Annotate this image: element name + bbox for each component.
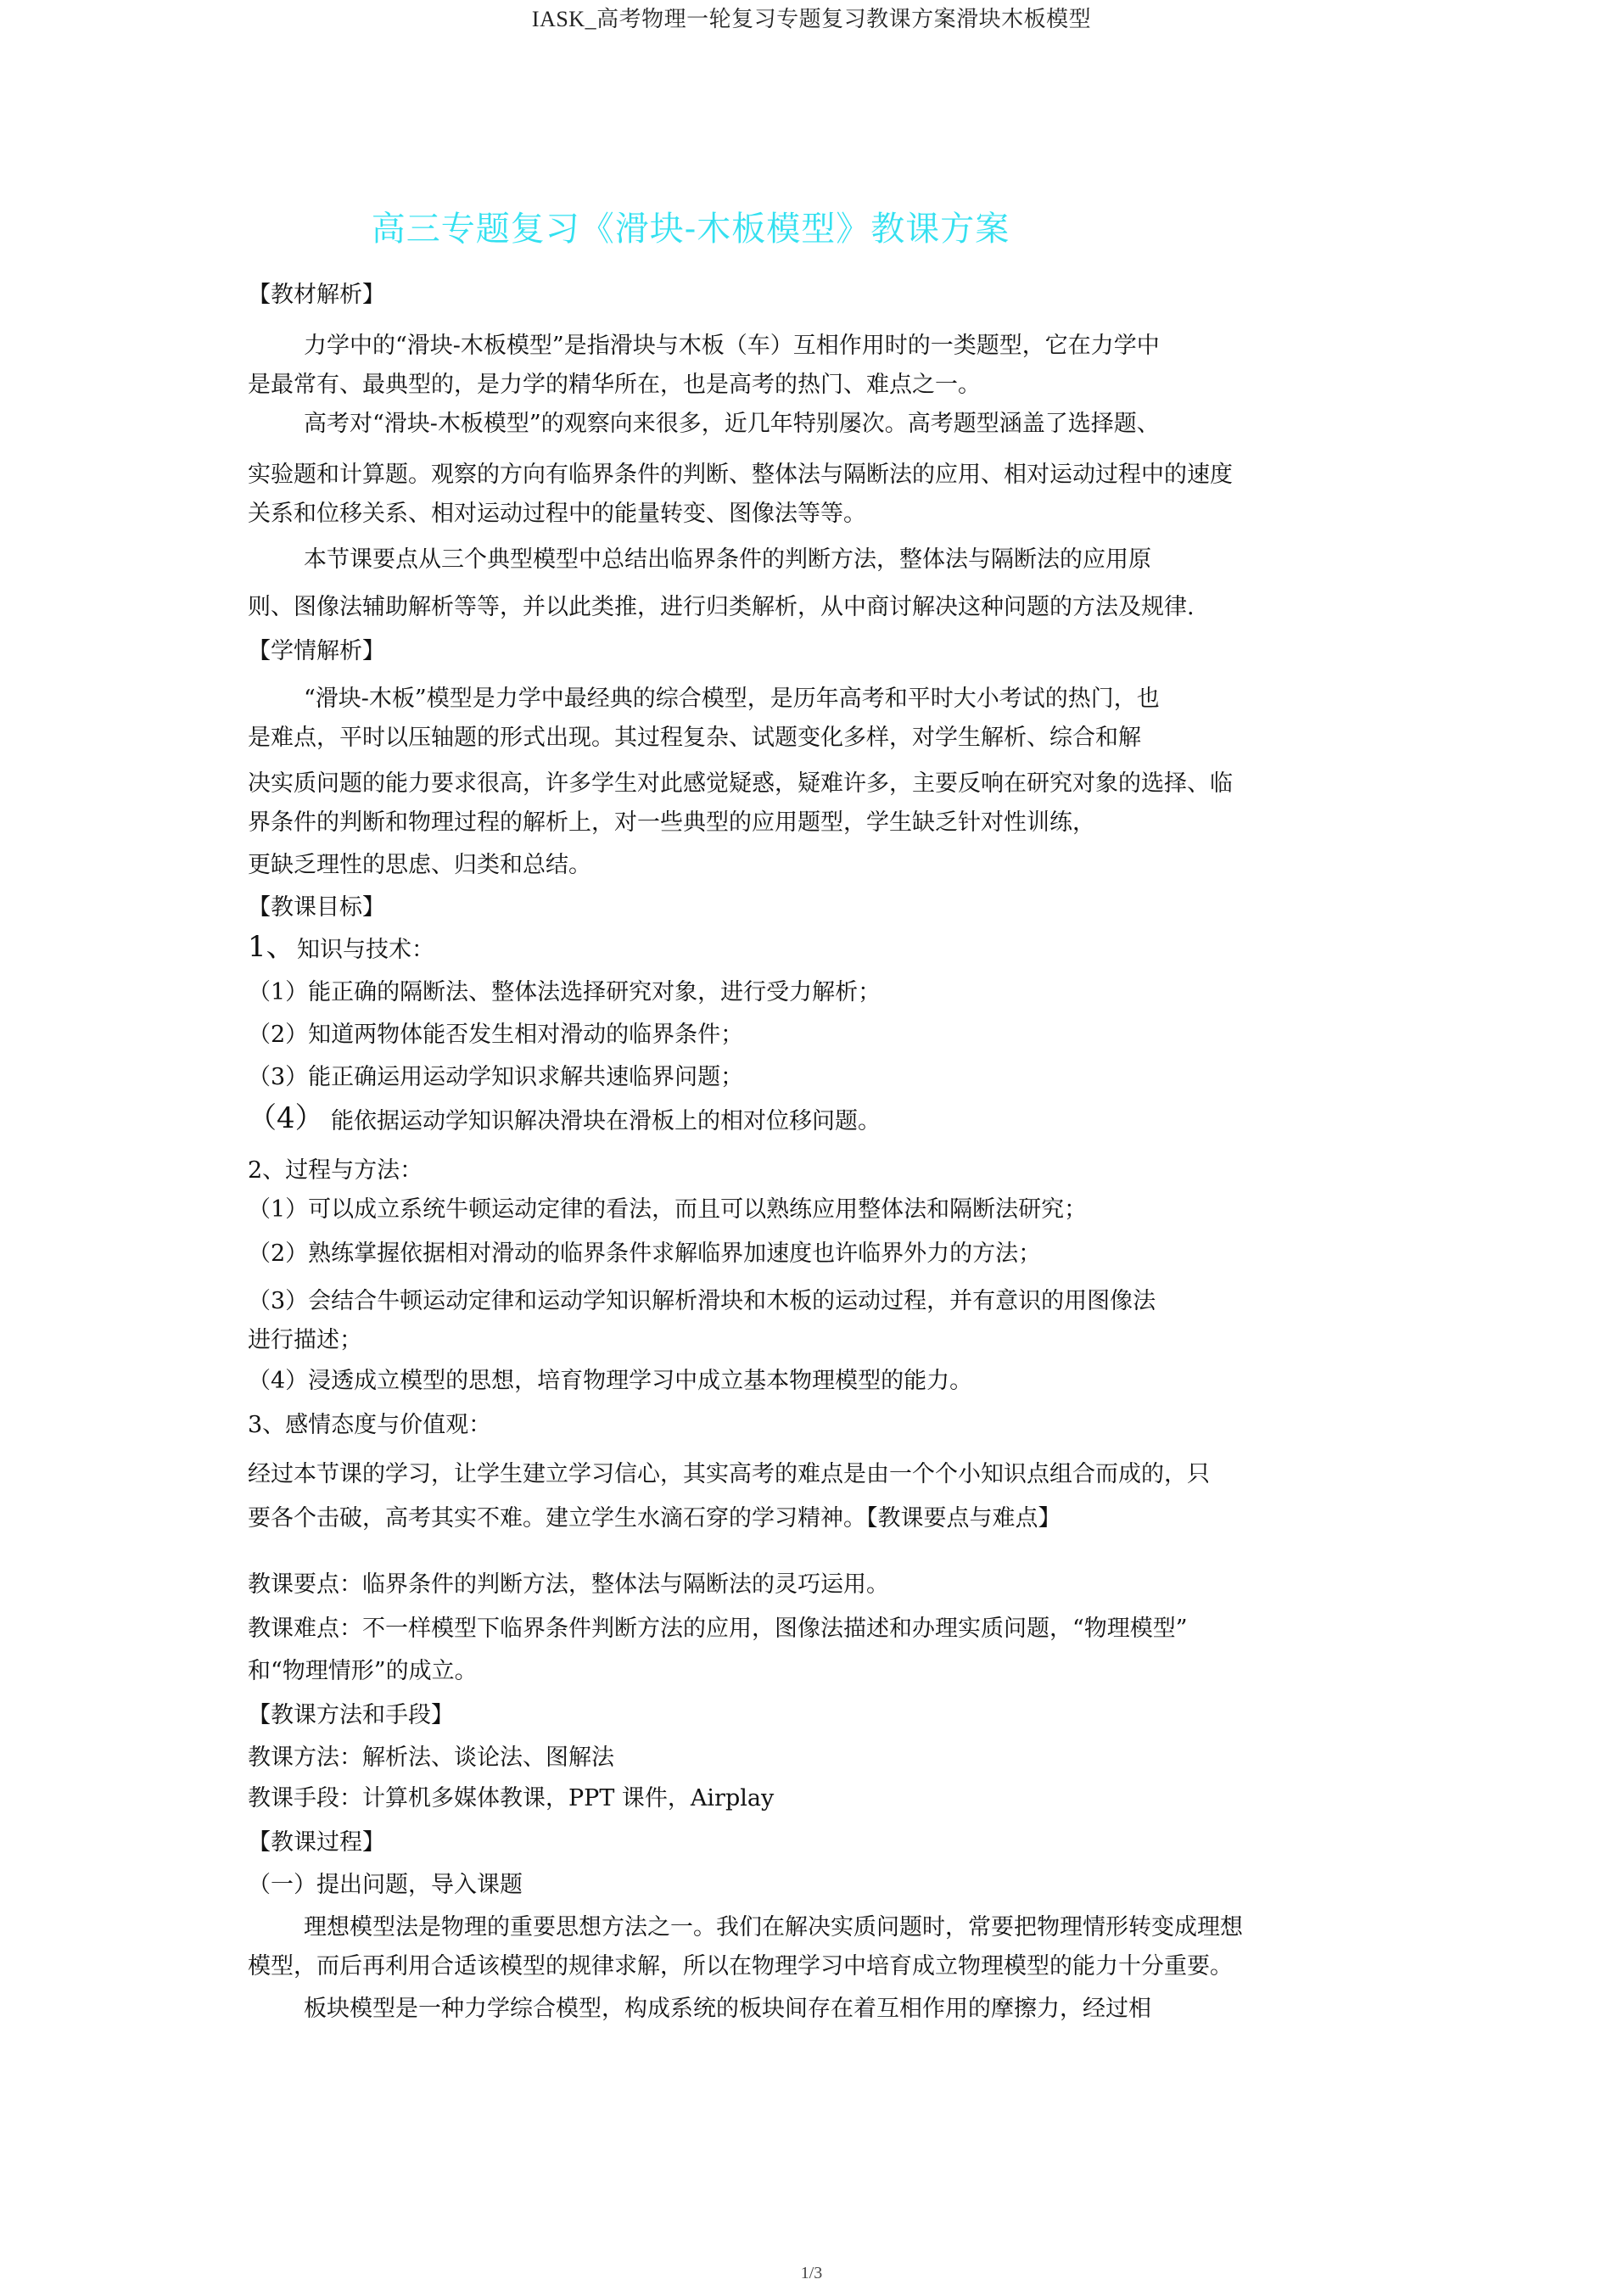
list-item: 2、过程与方法： xyxy=(248,1157,423,1184)
list-item: 知识与技术： xyxy=(297,937,434,963)
list-item: （3）能正确运用运动学知识求解共速临界问题； xyxy=(248,1064,744,1090)
paragraph-line: 实验题和计算题。观察的方向有临界条件的判断、整体法与隔断法的应用、相对运动过程中的速度 xyxy=(248,462,1233,488)
paragraph-line: 是最常有、最典型的，是力学的精华所在，也是高考的热门、难点之一。 xyxy=(248,372,981,398)
document-header: IASK_高考物理一轮复习专题复习教课方案滑块木板模型 xyxy=(531,7,1092,31)
paragraph-line: 和“物理情形”的成立。 xyxy=(248,1658,478,1684)
list-item: （1）可以成立系统牛顿运动定律的看法，而且可以熟练应用整体法和隔断法研究； xyxy=(248,1196,1088,1223)
paragraph-line: 教课手段：计算机多媒体教课，PPT 课件，Airplay xyxy=(248,1785,775,1812)
paragraph-line: 则、图像法辅助解析等等，并以此类推，进行归类解析，从中商讨解决这种问题的方法及规律. xyxy=(248,594,1195,620)
section-heading: 【教课目标】 xyxy=(248,894,385,921)
section-heading: 【教课方法和手段】 xyxy=(248,1702,454,1728)
paragraph-line: 力学中的“滑块-木板模型”是指滑块与木板（车）互相作用时的一类题型，它在力学中 xyxy=(304,333,1160,359)
section-heading: 【教材解析】 xyxy=(248,282,385,308)
paragraph-line: 要各个击破，高考其实不难。建立学生水滴石穿的学习精神。【教课要点与难点】 xyxy=(248,1505,1061,1532)
paragraph-line: 界条件的判断和物理过程的解析上，对一些典型的应用题型，学生缺乏针对性训练， xyxy=(248,809,1095,836)
list-item: 3、感情态度与价值观： xyxy=(248,1412,492,1438)
list-item: （2）知道两物体能否发生相对滑动的临界条件； xyxy=(248,1022,744,1048)
list-item: （3）会结合牛顿运动定律和运动学知识解析滑块和木板的运动过程，并有意识的用图像法 xyxy=(248,1288,1156,1314)
paragraph-line: 更缺乏理性的思虑、归类和总结。 xyxy=(248,852,591,878)
paragraph-line: 决实质问题的能力要求很高，许多学生对此感觉疑惑，疑难许多，主要反响在研究对象的选择、临 xyxy=(248,770,1233,797)
paragraph-line: 高考对“滑块-木板模型”的观察向来很多，近几年特别屡次。高考题型涵盖了选择题、 xyxy=(304,411,1160,437)
section-heading: 【教课过程】 xyxy=(248,1829,385,1856)
section-heading: 【学情解析】 xyxy=(248,638,385,664)
paragraph-line: 教课要点：临界条件的判断方法，整体法与隔断法的灵巧运用。 xyxy=(248,1571,889,1598)
list-number: （4） xyxy=(248,1101,324,1135)
list-item: 能依据运动学知识解决滑块在滑板上的相对位移问题。 xyxy=(331,1108,881,1134)
page-number: 1/3 xyxy=(800,2264,823,2282)
paragraph-line: 是难点，平时以压轴题的形式出现。其过程复杂、试题变化多样，对学生解析、综合和解 xyxy=(248,725,1141,751)
paragraph-line: 教课方法：解析法、谈论法、图解法 xyxy=(248,1744,614,1771)
list-item: （4）浸透成立模型的思想，培育物理学习中成立基本物理模型的能力。 xyxy=(248,1368,973,1394)
paragraph-line: 关系和位移关系、相对运动过程中的能量转变、图像法等等。 xyxy=(248,501,866,527)
list-number: 1、 xyxy=(248,930,295,964)
paragraph-line: 本节课要点从三个典型模型中总结出临界条件的判断方法，整体法与隔断法的应用原 xyxy=(304,546,1151,573)
paragraph-line: 经过本节课的学习，让学生建立学习信心，其实高考的难点是由一个个小知识点组合而成的，只 xyxy=(248,1461,1210,1487)
list-item: 进行描述； xyxy=(248,1327,362,1353)
list-item: （2）熟练掌握依据相对滑动的临界条件求解临界加速度也许临界外力的方法； xyxy=(248,1240,1042,1267)
paragraph-line: 模型，而后再利用合适该模型的规律求解，所以在物理学习中培育成立物理模型的能力十分重要。 xyxy=(248,1953,1233,1980)
paragraph-line: “滑块-木板”模型是力学中最经典的综合模型，是历年高考和平时大小考试的热门，也 xyxy=(304,686,1160,712)
paragraph-line: 理想模型法是物理的重要思想方法之一。我们在解决实质问题时，常要把物理情形转变成理想 xyxy=(304,1914,1243,1940)
paragraph-line: 教课难点：不一样模型下临界条件判断方法的应用，图像法描述和办理实质问题，“物理模型” xyxy=(248,1616,1188,1642)
paragraph-line: （一）提出问题，导入课题 xyxy=(248,1872,523,1898)
paragraph-line: 板块模型是一种力学综合模型，构成系统的板块间存在着互相作用的摩擦力，经过相 xyxy=(304,1996,1151,2022)
list-item: （1）能正确的隔断法、整体法选择研究对象，进行受力解析； xyxy=(248,979,881,1005)
document-title: 高三专题复习《滑块-木板模型》教课方案 xyxy=(371,210,1010,249)
